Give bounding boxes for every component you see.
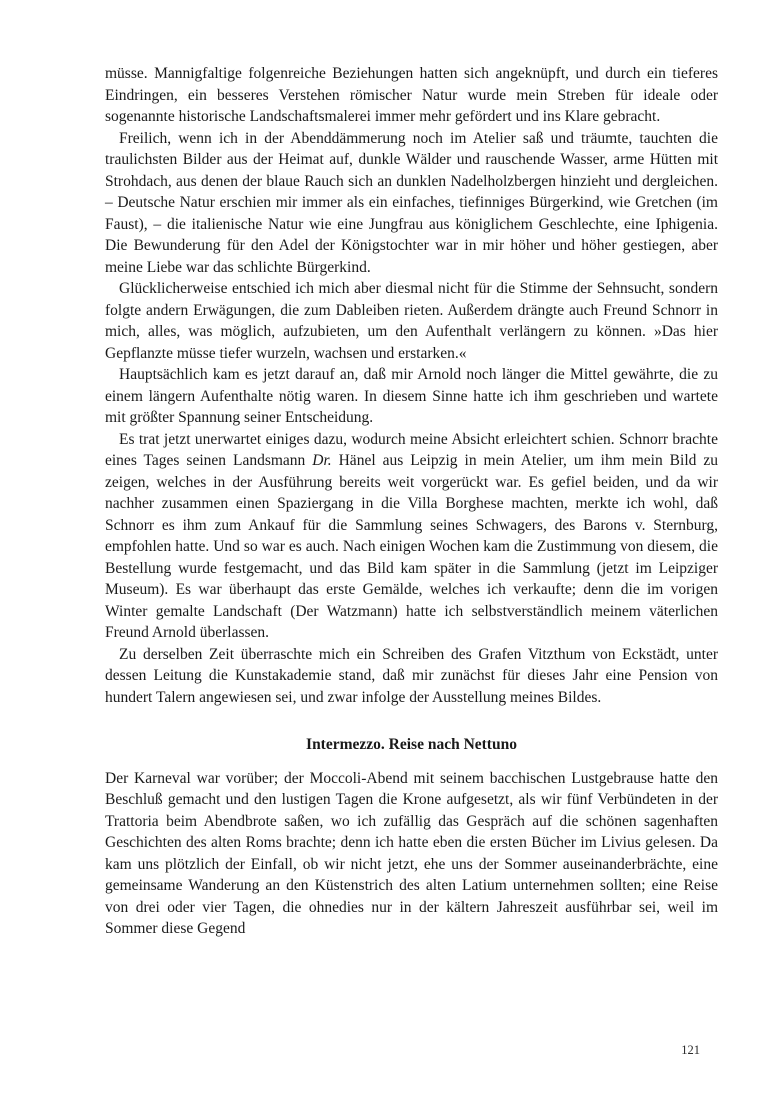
section-heading: Intermezzo. Reise nach Nettuno [306,736,517,753]
body-paragraph [105,429,718,644]
body-paragraph: Zu derselben Zeit überraschte mich ein Schreiben des Grafen Vitzthum von Eckstädt, unter dessen Leitung die Kunstakademie stand, daß mir zunächst für dieses Jahr eine Pension von hundert Talern angewiesen sei, und zwar infolge der Ausstellung meines Bildes. [105,645,718,706]
paragraph-segment: Hänel aus Leipzig in mein Atelier, um ihm mein Bild zu zeigen, welches in der Ausführung bereits weit vorgerückt war. Es gefiel beiden, und da wir nachher zusammen einen Spaziergang in die Villa Borghese machten, merkte ich wohl, daß Schnorr es ihm zum Ankauf für die Sammlung seines Schwagers, des Barons v. Sternburg, empfohlen hatte. Und so war es auch. Nach einigen Wochen kam die Zustimmung von diesem, die Bestellung wurde festgemacht, und das Bild kam später in die Sammlung (jetzt im Leipziger Museum). Es war überhaupt das erste Gemälde, welches ich verkaufte; denn die im vorigen Winter gemalte Landschaft (Der Watzmann) hatte ich selbstverständlich meinem väterlichen Freund Arnold überlassen. [105,452,718,641]
body-paragraph: Hauptsächlich kam es jetzt darauf an, daß mir Arnold noch länger die Mittel gewährte, die zu einem längern Aufenthalte nötig waren. In diesem Sinne hatte ich ihm geschrieben und wartete mit größter Spannung seiner Entscheidung. [105,366,718,426]
text-block [105,63,718,940]
body-paragraph: Freilich, wenn ich in der Abenddämmerung noch im Atelier saß und träumte, tauchten die traulichsten Bilder aus der Heimat auf, dunkle Wälder und rauschende Wasser, arme Hütten mit Strohdach, aus denen der blaue Rauch sich an dunklen Nadelholzbergen hinzieht und dergleichen. – Deutsche Natur erschien mir immer als ein einfaches, tiefinniges Bürgerkind, wie Gretchen (im Faust), – die italienische Natur wie eine Jungfrau aus königlichem Geschlechte, eine Iphigenia. Die Bewunderung für den Adel der Königstochter war in mir höher und höher gestiegen, aber meine Liebe war das schlichte Bürgerkind. [105,129,718,276]
body-paragraph: Der Karneval war vorüber; der Moccoli-Abend mit seinem bacchischen Lustgebrause hatte den Beschluß gemacht und den lustigen Tagen die Krone aufgesetzt, als wir fünf Verbündeten in der Trattoria beim Abendbrote saßen, wo ich zufällig das Gespräch auf die schönen sagenhaften Geschichten des alten Roms brachte; denn ich hatte eben die ersten Bücher im Livius gelesen. Da kam uns plötzlich der Einfall, ob wir nicht jetzt, ehe uns der Sommer auseinanderbrächte, eine gemeinsame Wanderung an den Küstenstrich des alten Latium unternehmen sollten; eine Reise von drei oder vier Tagen, die ohnedies nur in der kältern Jahreszeit ausführbar sei, weil im Sommer diese Gegend [105,769,718,937]
body-paragraph-continuation: müsse. Mannigfaltige folgenreiche Beziehungen hatten sich angeknüpft, und durch ein tieferes Eindringen, ein besseres Verstehen römischer Natur wurde mein Streben für ideale oder sogenannte historische Landschaftsmalerei immer mehr gefördert und ins Klare gebracht. [105,65,718,125]
italic-doctor-abbreviation: Dr. [312,452,332,469]
page-number: 121 [681,1043,700,1057]
paragraph-segment: Es trat jetzt unerwartet einiges dazu, wodurch meine Absicht erleichtert schien. Schnorr brachte eines Tages seinen Landsmann [105,430,718,469]
body-paragraph: Glücklicherweise entschied ich mich aber diesmal nicht für die Stimme der Sehnsucht, sondern folgte andern Erwägungen, die zum Dableiben rieten. Außerdem drängte auch Freund Schnorr in mich, alles, was möglich, aufzubieten, um den Aufenthalt verlängern zu können. »Das hier Gepflanzte müsse tiefer wurzeln, wachsen und erstarken.« [105,280,718,362]
